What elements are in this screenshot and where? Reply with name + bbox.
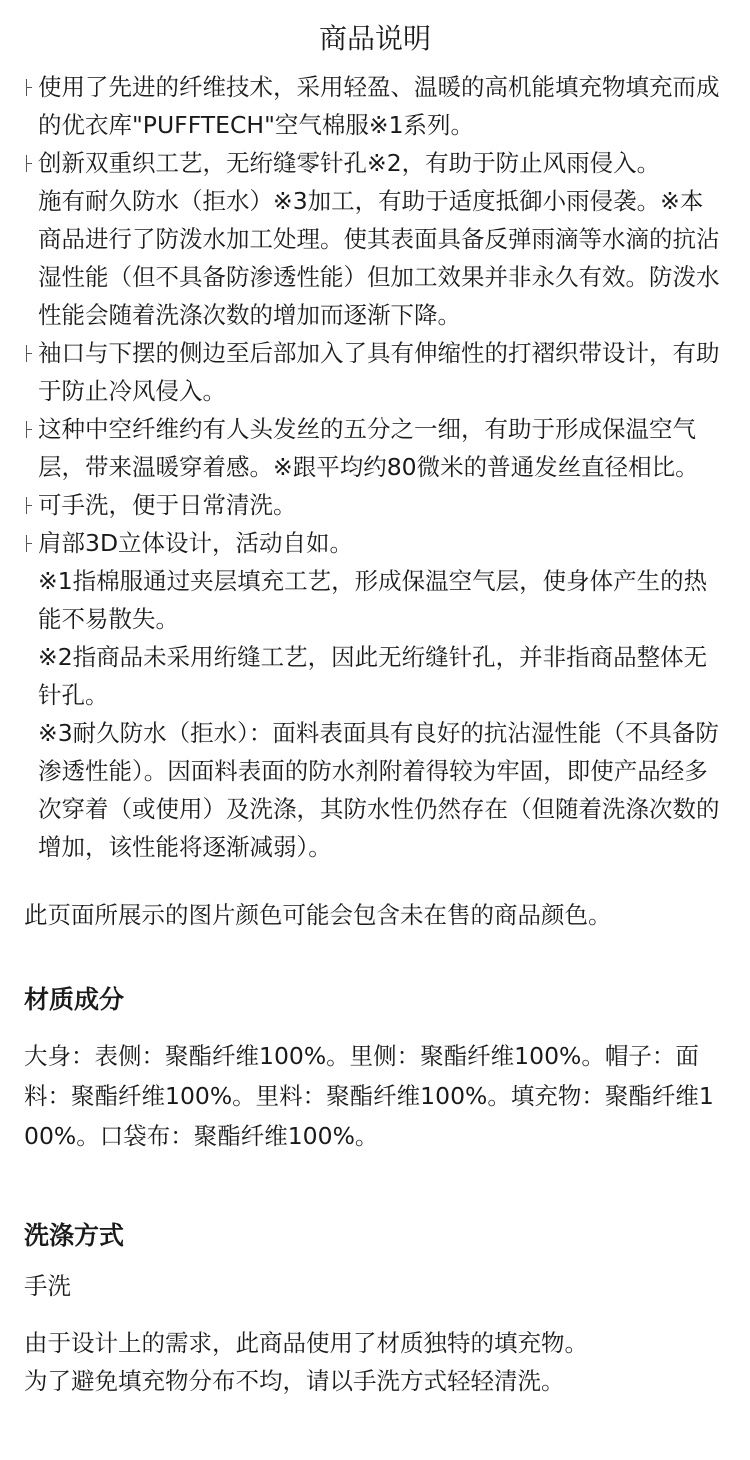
material-composition: 大身：表侧：聚酯纤维100%。里侧：聚酯纤维100%。帽子：面料：聚酯纤维100%。里料：聚酯纤维100%。填充物：聚酯纤维100%。口袋布：聚酯纤维100%。 — [24, 1042, 714, 1150]
feature-item — [24, 486, 726, 524]
feature-text: 这种中空纤维约有人头发丝的五分之一细，有助于形成保温空气层，带来温暖穿着感。※跟平均约80微米的普通发丝直径相比。 — [38, 415, 699, 481]
feature-item-continuation — [24, 182, 726, 334]
feature-text: 肩部3D立体设计，活动自如。 — [38, 529, 354, 557]
washing-method: 手洗 — [24, 1272, 71, 1300]
feature-text: 袖口与下摆的侧边至后部加入了具有伸缩性的打褶织带设计，有助于防止冷风侵入。 — [38, 339, 720, 405]
washing-instructions — [24, 1324, 726, 1400]
feature-text: 使用了先进的纤维技术，采用轻盈、温暖的高机能填充物填充而成的优衣库"PUFFTECH"空气棉服※1系列。 — [38, 73, 720, 139]
footnote-text: ※1指棉服通过夹层填充工艺，形成保温空气层，使身体产生的热能不易散失。 — [38, 567, 708, 633]
footnote-item — [24, 562, 726, 638]
feature-item — [24, 410, 726, 486]
washing-instruction-line: 由于设计上的需求，此商品使用了材质独特的填充物。 — [24, 1329, 588, 1357]
footnote-text: ※2指商品未采用绗缝工艺，因此无绗缝针孔，并非指商品整体无针孔。 — [38, 643, 708, 709]
feature-text: 施有耐久防水（拒水）※3加工，有助于适度抵御小雨侵袭。※本商品进行了防泼水加工处理。使其表面具备反弹雨滴等水滴的抗沾湿性能（但不具备防渗透性能）但加工效果并非永久有效。防泼水性能会随着洗涤次数的增加而逐渐下降。 — [38, 187, 720, 329]
washing-instruction-line: 为了避免填充物分布不均，请以手洗方式轻轻清洗。 — [24, 1367, 565, 1395]
feature-item — [24, 144, 726, 182]
color-disclaimer: 此页面所展示的图片颜色可能会包含未在售的商品颜色。 — [24, 901, 612, 929]
feature-item — [24, 68, 726, 144]
feature-text: 可手洗，便于日常清洗。 — [38, 491, 297, 519]
footnote-item — [24, 638, 726, 714]
feature-item — [24, 334, 726, 410]
feature-text: 创新双重织工艺，无绗缝零针孔※2，有助于防止风雨侵入。 — [38, 149, 661, 177]
feature-list — [24, 68, 726, 866]
material-heading: 材质成分 — [24, 985, 125, 1014]
page-title: 商品说明 — [318, 22, 431, 55]
washing-heading: 洗涤方式 — [24, 1221, 125, 1250]
footnote-text: ※3耐久防水（拒水）：面料表面具有良好的抗沾湿性能（不具备防渗透性能）。因面料表面的防水剂附着得较为牢固，即使产品经多次穿着（或使用）及洗涤，其防水性仍然存在（但随着洗涤次数的增加，该性能将逐渐减弱）。 — [38, 719, 720, 861]
feature-item — [24, 524, 726, 562]
footnote-item — [24, 714, 726, 866]
